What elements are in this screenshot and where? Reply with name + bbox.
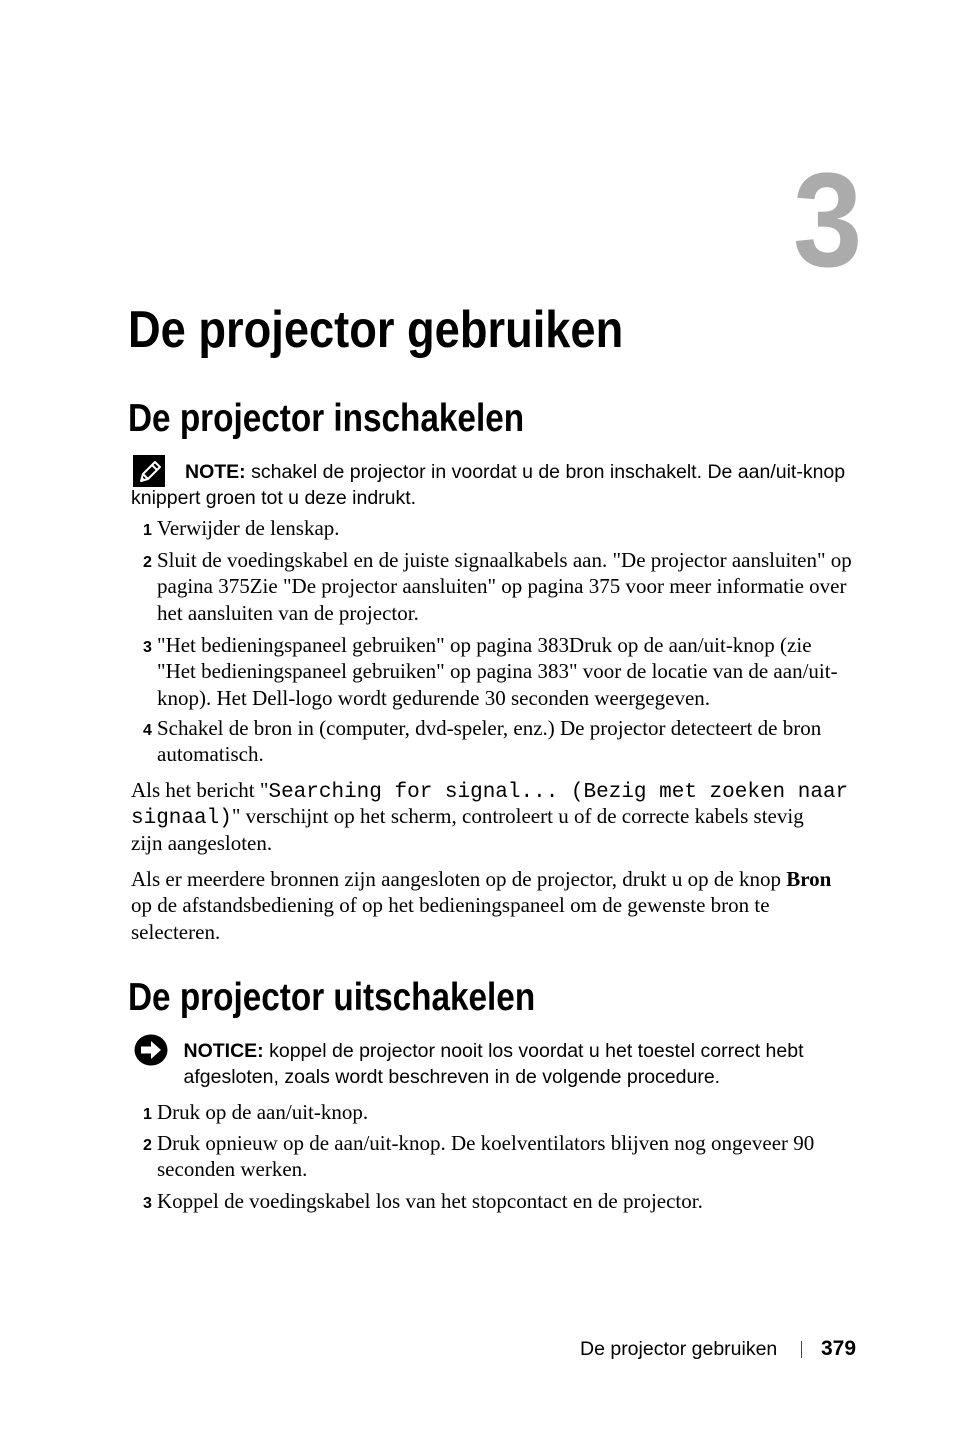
step-text (157, 715, 821, 768)
note-label: NOTE: (185, 461, 246, 484)
page-number: 379 (821, 1337, 857, 1361)
notice-text: afgesloten, zoals wordt beschreven in de volgende procedure. (183, 1066, 721, 1089)
step-text-line: seconden werken. (157, 1157, 308, 1182)
step-number: 3 (143, 638, 152, 656)
step-item (138, 1099, 368, 1126)
step-text-line: "Het bedieningspaneel gebruiken" op pagina 383" voor de locatie van de aan/uit- (157, 659, 838, 684)
step-text-line: automatisch. (157, 742, 264, 767)
step-text-line: Druk op de aan/uit-knop. (157, 1099, 369, 1124)
paragraph-text: Als er meerdere bronnen zijn aangesloten op de projector, drukt u op de knop (131, 866, 781, 891)
footer-separator (801, 1341, 802, 1358)
step-item (138, 1130, 814, 1183)
paragraph-line: zijn aangesloten. (131, 830, 273, 855)
note-text: knippert groen tot u deze indrukt. (131, 487, 417, 510)
notice-text: koppel de projector nooit los voordat u het toestel correct hebt (269, 1040, 804, 1063)
step-item (138, 1188, 703, 1215)
step-text-line: knop). Het Dell-logo wordt gedurende 30 seconden weergegeven. (157, 685, 711, 710)
step-item (138, 632, 838, 712)
step-text-line: Koppel de voedingskabel los van het stopcontact en de projector. (157, 1188, 703, 1213)
step-text-line: Druk opnieuw op de aan/uit-knop. De koelventilators blijven nog ongeveer 90 (157, 1130, 815, 1155)
paragraph-line (131, 777, 848, 804)
paragraph-line: op de afstandsbediening of op het bedieningspaneel om de gewenste bron te (131, 893, 770, 918)
step-text (157, 547, 852, 627)
note-line (131, 459, 845, 485)
step-item (138, 547, 852, 627)
step-number: 4 (143, 721, 152, 739)
paragraph-line: selecteren. (131, 919, 221, 944)
step-text (157, 1099, 368, 1126)
chapter-title: De projector gebruiken (128, 301, 624, 359)
step-number: 2 (143, 1136, 152, 1154)
step-text-line: pagina 375Zie "De projector aansluiten" op pagina 375 voor meer informatie over (157, 574, 847, 599)
paragraph-line (131, 866, 831, 893)
signal-paragraph (131, 777, 848, 857)
notice-label: NOTICE: (183, 1040, 264, 1063)
paragraph-text: Als het bericht " (131, 777, 269, 802)
step-text-line: "Het bedieningspaneel gebruiken" op pagina 383Druk op de aan/uit-knop (zie (157, 632, 812, 657)
step-text-line: Verwijder de lenskap. (157, 515, 340, 540)
step-number: 2 (143, 553, 152, 571)
step-text (157, 1188, 703, 1215)
step-text (157, 632, 838, 712)
step-text-line: het aansluiten van de projector. (157, 600, 419, 625)
paragraph-text: " verschijnt op het scherm, controleert u of de correcte kabels stevig (231, 804, 804, 829)
step-text-line: Schakel de bron in (computer, dvd-speler, enz.) De projector detecteert de bron (157, 715, 822, 740)
onscreen-message: signaal) (131, 807, 232, 831)
note-text: schakel de projector in voordat u de bron inschakelt. De aan/uit-knop (251, 461, 846, 484)
step-number: 1 (143, 1105, 152, 1123)
notice-arrow-icon (134, 1034, 168, 1066)
step-number: 1 (143, 521, 152, 539)
notice-line (184, 1038, 804, 1064)
step-text-line: Sluit de voedingskabel en de juiste signaalkabels aan. "De projector aansluiten" op (157, 547, 852, 572)
step-item (138, 515, 340, 542)
notice-box (184, 1038, 804, 1090)
section-heading-power-off: De projector uitschakelen (128, 976, 536, 1020)
step-item (138, 715, 821, 768)
section-heading-power-on: De projector inschakelen (128, 397, 525, 441)
onscreen-message: Searching for signal... (Bezig met zoeken naar (268, 780, 849, 804)
footer-running-title: De projector gebruiken (580, 1337, 778, 1360)
paragraph-line (131, 803, 848, 830)
step-number: 3 (143, 1194, 152, 1212)
source-paragraph (131, 866, 831, 946)
step-text (157, 1130, 814, 1183)
step-text (157, 515, 340, 542)
note-box (131, 459, 845, 511)
chapter-number: 3 (793, 146, 863, 295)
button-name: Bron (786, 866, 832, 891)
